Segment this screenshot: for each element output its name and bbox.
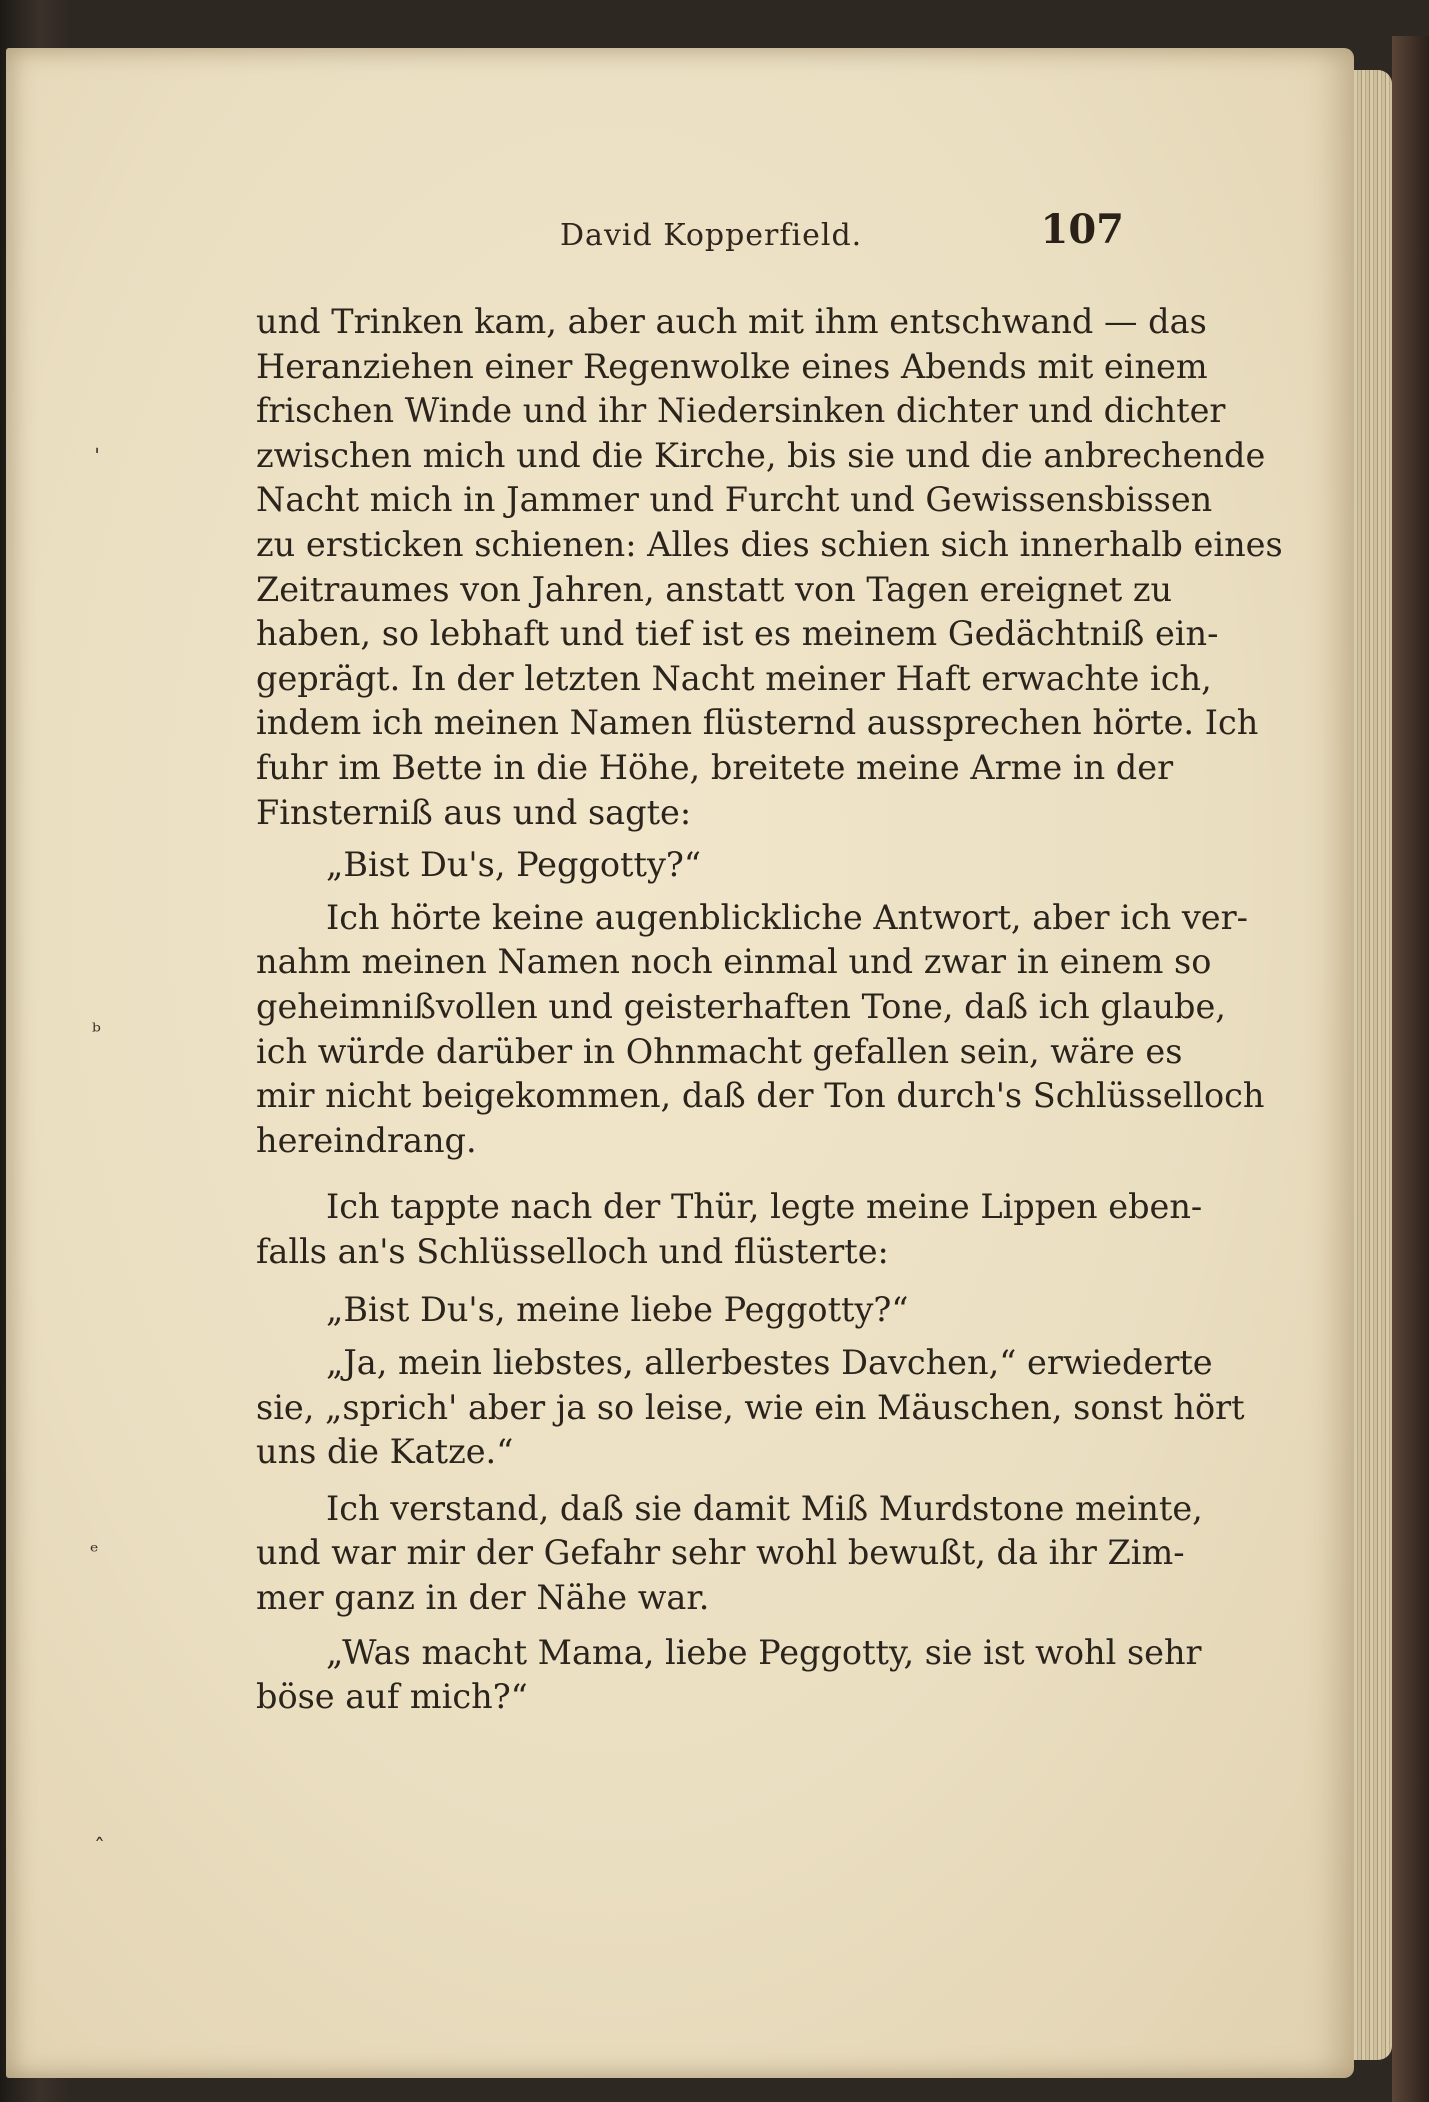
page-edges: [1354, 70, 1392, 2060]
text-line: hereindrang.: [256, 1120, 477, 1160]
text-line: Heranziehen einer Regenwolke eines Abends mit einem: [256, 346, 1208, 386]
book-cover-edge: [1392, 36, 1429, 2102]
page-header: [260, 206, 1130, 266]
margin-speck: ᵉ: [90, 1540, 99, 1565]
page-number: 107: [1040, 206, 1124, 253]
paragraph: [256, 1341, 1245, 1475]
text-line: Nacht mich in Jammer und Furcht und Gewissensbissen: [256, 480, 1213, 520]
text-line: nahm meinen Namen noch einmal und zwar in einem so: [256, 942, 1212, 982]
text-line: fuhr im Bette in die Höhe, breitete meine Arme in der: [256, 747, 1174, 787]
paragraph: [256, 843, 1136, 888]
text-line: Ich tappte nach der Thür, legte meine Lippen eben-: [326, 1187, 1203, 1227]
text-line: indem ich meinen Namen flüsternd aussprechen hörte. Ich: [256, 703, 1259, 743]
text-line: mir nicht beigekommen, daß der Ton durch's Schlüsselloch: [256, 1076, 1265, 1116]
text-line: zwischen mich und die Kirche, bis sie und die anbrechende: [256, 435, 1266, 475]
margin-speck: ᵇ: [92, 1020, 101, 1045]
text-line: Ich hörte keine augenblickliche Antwort, aber ich ver-: [326, 897, 1248, 937]
paragraph: [256, 300, 1283, 835]
text-line: mer ganz in der Nähe war.: [256, 1578, 710, 1618]
text-line: zu ersticken schienen: Alles dies schien sich innerhalb eines: [256, 524, 1283, 564]
text-line: Ich verstand, daß sie damit Miß Murdstone meinte,: [326, 1488, 1203, 1528]
text-line: sie, „sprich' aber ja so leise, wie ein Mäuschen, sonst hört: [256, 1387, 1245, 1427]
text-line: falls an's Schlüsselloch und flüsterte:: [256, 1231, 889, 1271]
text-line: „Bist Du's, meine liebe Peggotty?“: [326, 1290, 909, 1330]
text-line: geheimnißvollen und geisterhaften Tone, daß ich glaube,: [256, 986, 1226, 1026]
text-line: „Ja, mein liebstes, allerbestes Davchen,“ erwiederte: [326, 1343, 1213, 1383]
text-line: Zeitraumes von Jahren, anstatt von Tagen ereignet zu: [256, 569, 1173, 609]
text-line: und war mir der Gefahr sehr wohl bewußt, da ihr Zim-: [256, 1533, 1185, 1573]
text-line: frischen Winde und ihr Niedersinken dichter und dichter: [256, 391, 1226, 431]
paragraph: [256, 1288, 1136, 1333]
body-text: [256, 300, 1283, 1720]
running-title: David Kopperfield.: [560, 218, 863, 253]
text-line: Finsterniß aus und sagte:: [256, 792, 692, 832]
text-line: böse auf mich?“: [256, 1677, 528, 1717]
text-line: „Bist Du's, Peggotty?“: [326, 845, 701, 885]
text-line: uns die Katze.“: [256, 1432, 514, 1472]
text-line: haben, so lebhaft und tief ist es meinem Gedächtniß ein-: [256, 614, 1219, 654]
paragraph: [256, 1185, 1203, 1274]
paragraph: [256, 896, 1265, 1164]
text-line: „Was macht Mama, liebe Peggotty, sie ist wohl sehr: [326, 1632, 1202, 1672]
text-line: ich würde darüber in Ohnmacht gefallen sein, wäre es: [256, 1031, 1183, 1071]
paragraph: [256, 1487, 1203, 1621]
paragraph: [256, 1631, 1202, 1720]
text-line: geprägt. In der letzten Nacht meiner Haft erwachte ich,: [256, 658, 1212, 698]
margin-speck: ˈ: [94, 446, 101, 471]
text-line: und Trinken kam, aber auch mit ihm entschwand — das: [256, 302, 1207, 341]
margin-speck: ˆ: [94, 1836, 105, 1861]
